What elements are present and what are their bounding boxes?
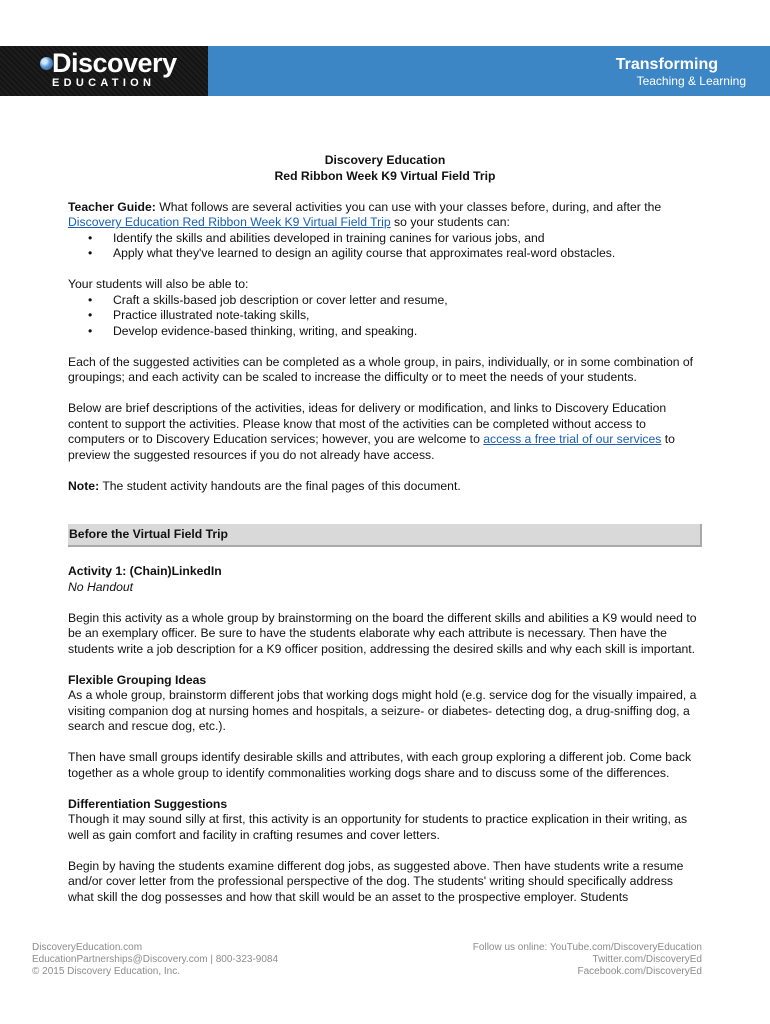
logo-sub: EDUCATION — [52, 77, 156, 89]
activity-subtitle-text: No Handout — [68, 579, 134, 594]
flex-grouping-heading — [68, 673, 702, 689]
free-trial-link[interactable]: access a free trial of our services — [483, 432, 662, 446]
differentiation-paragraph-1: Though it may sound silly at first, this activity is an opportunity for students to practice explication in their writing, as well as gain comfort and facility in crafting resumes and cover letters. — [68, 812, 688, 842]
note-label: Note: — [68, 478, 100, 493]
flex-grouping-heading-text: Flexible Grouping Ideas — [68, 672, 207, 687]
also-able-text: Your students will also be able to: — [68, 277, 249, 291]
tagline-sub: Teaching & Learning — [636, 74, 746, 88]
document-body — [68, 153, 702, 905]
skills-list — [68, 231, 702, 262]
descriptions-paragraph — [68, 401, 702, 463]
footer-twitter[interactable]: Twitter.com/DiscoveryEd — [592, 954, 702, 965]
list-item: • Identify the skills and abilities developed in training canines for various jobs, and — [68, 231, 702, 247]
list-item: • Apply what they've learned to design an agility course that approximates real-word obstacles. — [68, 246, 702, 262]
virtual-field-trip-link[interactable]: Discovery Education Red Ribbon Week K9 Virtual Field Trip — [68, 215, 391, 229]
activity-title — [68, 564, 702, 580]
footer-contact[interactable]: EducationPartnerships@Discovery.com | 800-323-9084 — [32, 954, 279, 965]
differentiation-paragraph-2: Begin by having the students examine different dog jobs, as suggested above. Then have students write a resume and/or cover letter from the professional perspective of the dog. The students' writing should specifically address what skill the dog possesses and how that skill would be an asset to the prospective employer. Students — [68, 858, 684, 904]
footer-website[interactable]: DiscoveryEducation.com — [32, 942, 143, 953]
note-paragraph — [68, 479, 702, 495]
descriptions-text-1: Below are brief descriptions of the activities, ideas for delivery or modification, and links to Discovery Education content to support the activities. Please know that most of the activities can be completed without access to computers or to Discovery Education services; however, you are welcome to — [68, 401, 667, 446]
section-heading-before-trip: Before the Virtual Field Trip — [68, 524, 702, 547]
header-banner — [0, 46, 770, 96]
descriptions-text-2: to preview the suggested resources if you do not already have access. — [68, 432, 675, 462]
doc-title-2: Red Ribbon Week K9 Virtual Field Trip — [274, 168, 496, 183]
teacher-guide-paragraph — [68, 200, 702, 231]
differentiation-heading — [68, 797, 702, 813]
tagline-main: Transforming — [615, 56, 718, 73]
footer-youtube[interactable]: Follow us online: YouTube.com/DiscoveryEducation — [472, 942, 702, 953]
activity-subtitle — [68, 580, 702, 596]
footer-copyright: © 2015 Discovery Education, Inc. — [32, 966, 180, 977]
footer-right — [473, 942, 702, 978]
doc-title-1: Discovery Education — [324, 153, 446, 167]
teacher-guide-text: What follows are several activities you can use with your classes before, during, and after the — [155, 199, 662, 214]
groupings-paragraph: Each of the suggested activities can be completed as a whole group, in pairs, individually, or in some combination of groupings; and each activity can be scaled to increase the difficulty or to meet the needs of your students. — [68, 354, 694, 384]
footer-facebook[interactable]: Facebook.com/DiscoveryEd — [577, 966, 702, 977]
activity-title-text: Activity 1: (Chain)LinkedIn — [68, 564, 222, 578]
list-item: • Practice illustrated note-taking skills, — [68, 308, 702, 324]
differentiation-heading-text: Differentiation Suggestions — [68, 796, 228, 811]
teacher-guide-after: so your students can: — [390, 215, 510, 229]
abilities-list — [68, 293, 702, 340]
list-item: • Craft a skills-based job description or cover letter and resume, — [68, 293, 702, 309]
activity-paragraph: Begin this activity as a whole group by brainstorming on the board the different skills and abilities a K9 would need to be an exemplary officer. Be sure to have the students elaborate why each attribute is necessary. Then have the students write a job description for a K9 officer position, addressing the desired skills and why each skill is important. — [68, 610, 697, 656]
footer-left — [32, 942, 278, 978]
teacher-guide-label: Teacher Guide: — [68, 199, 156, 214]
flex-grouping-paragraph-2: Then have small groups identify desirable skills and attributes, with each group exploring a different job. Come back together as a whole group to identify commonalities working dogs share and to discuss some of the differences. — [68, 750, 692, 780]
note-text: The student activity handouts are the final pages of this document. — [99, 478, 461, 493]
list-item: • Develop evidence-based thinking, writing, and speaking. — [68, 324, 702, 340]
logo-word: Discovery — [52, 48, 177, 78]
flex-grouping-paragraph-1: As a whole group, brainstorm different jobs that working dogs might hold (e.g. service dog for the visually impaired, a visiting companion dog at nursing homes and hospitals, a seizure- or diabetes- detecting dog, a drug-sniffing dog, a search and rescue dog, etc.). — [68, 688, 697, 733]
discovery-education-logo[interactable] — [0, 46, 208, 96]
